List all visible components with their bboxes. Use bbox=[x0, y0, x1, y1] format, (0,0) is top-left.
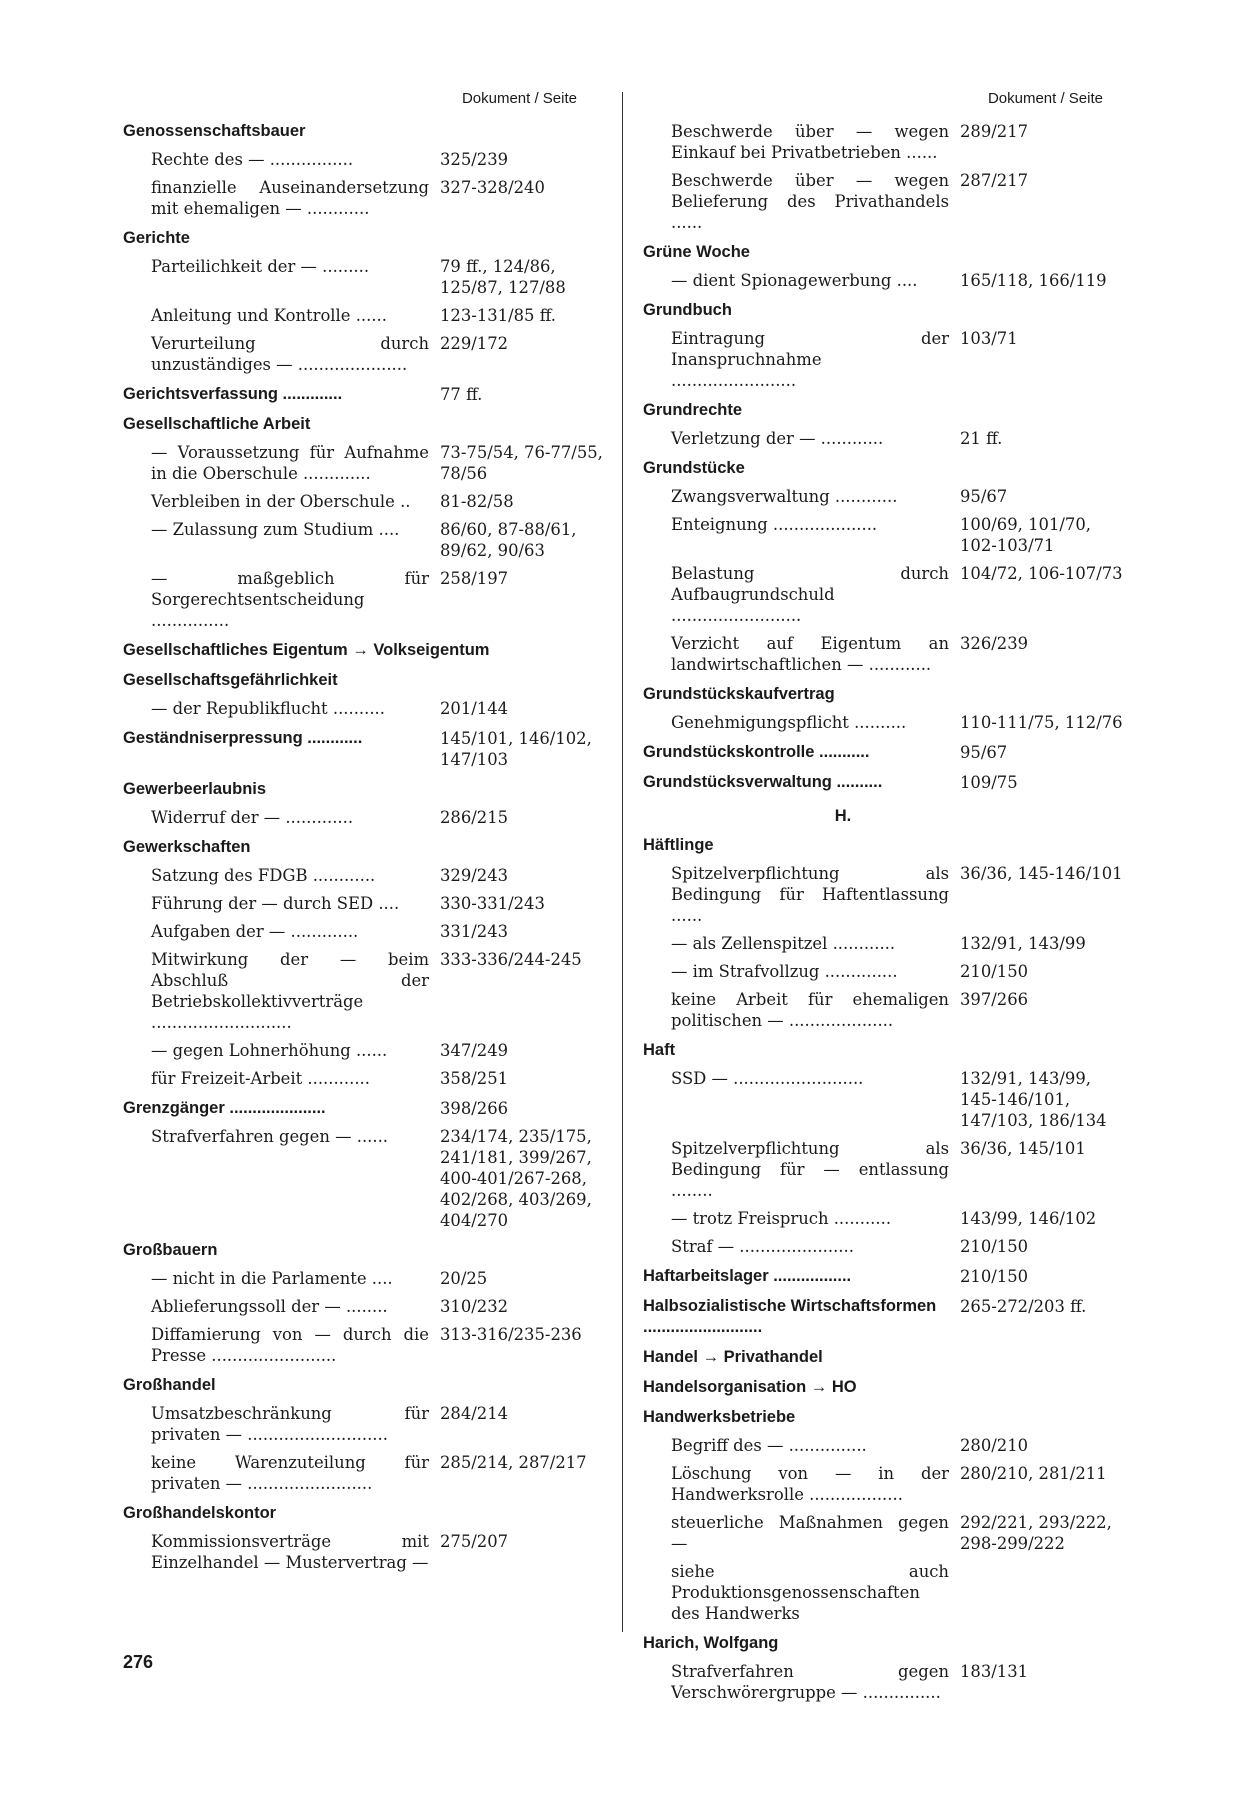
page-reference: 287/217 bbox=[960, 171, 1029, 190]
subentry-text: Satzung des FDGB ............ bbox=[151, 866, 376, 885]
subentry-row bbox=[123, 949, 611, 1033]
subentry-text: Verzicht auf Eigentum an landwirtschaftlichen — ............ bbox=[671, 634, 949, 674]
page-reference: 81-82/58 bbox=[440, 492, 514, 511]
column-divider bbox=[622, 92, 623, 1632]
index-heading: Häftlinge bbox=[643, 836, 714, 854]
index-heading-row bbox=[643, 742, 1131, 763]
page-reference: 73-75/54, 76-77/55, 78/56 bbox=[440, 443, 603, 483]
subentry-text: Strafverfahren gegen — ...... bbox=[151, 1127, 388, 1146]
page-reference: 284/214 bbox=[440, 1404, 509, 1423]
subentry-row bbox=[123, 1452, 611, 1494]
subentry-row bbox=[123, 1324, 611, 1366]
subentry-row bbox=[643, 486, 1131, 507]
page-reference: 95/67 bbox=[960, 487, 1008, 506]
subentry-row bbox=[123, 921, 611, 942]
subentry-row bbox=[123, 256, 611, 298]
index-heading: Gesellschaftliches Eigentum → Volkseigentum bbox=[123, 641, 490, 659]
subentry-row bbox=[643, 1561, 1131, 1624]
left-column bbox=[123, 86, 611, 1573]
page-reference: 313-316/235-236 bbox=[440, 1325, 582, 1344]
subentry-row bbox=[123, 333, 611, 375]
subentry-text: Verbleiben in der Oberschule .. bbox=[151, 492, 411, 511]
subentry-text: Spitzelverpflichtung als Bedingung für — entlassung ........ bbox=[671, 1139, 949, 1200]
subentry-row bbox=[643, 121, 1131, 163]
index-heading: Grenzgänger ..................... bbox=[123, 1099, 326, 1117]
page-reference: 86/60, 87-88/61, 89/62, 90/63 bbox=[440, 520, 577, 560]
index-entry bbox=[643, 1347, 1131, 1368]
page-reference: 330-331/243 bbox=[440, 894, 545, 913]
index-entry bbox=[643, 458, 1131, 675]
index-heading: Gesellschaftsgefährlichkeit bbox=[123, 671, 338, 689]
page-reference: 280/210, 281/211 bbox=[960, 1464, 1107, 1483]
subentry-text: keine Arbeit für ehemaligen politischen — .................... bbox=[671, 990, 949, 1030]
index-heading-row bbox=[123, 1098, 611, 1119]
subentry-row bbox=[643, 563, 1131, 626]
index-entry bbox=[123, 640, 611, 661]
subentry-row bbox=[123, 442, 611, 484]
page-reference: 132/91, 143/99, 145-146/101, 147/103, 186/134 bbox=[960, 1069, 1107, 1130]
index-heading: Gewerbeerlaubnis bbox=[123, 780, 267, 798]
index-entry bbox=[643, 684, 1131, 733]
subentry-row bbox=[643, 633, 1131, 675]
subentry-text: SSD — ......................... bbox=[671, 1069, 864, 1088]
subentry-text: — der Republikflucht .......... bbox=[151, 699, 385, 718]
index-heading: Gesellschaftliche Arbeit bbox=[123, 415, 311, 433]
page-reference: 21 ff. bbox=[960, 429, 1003, 448]
page-reference: 275/207 bbox=[440, 1532, 509, 1551]
index-entry bbox=[123, 121, 611, 219]
subentry-text: — Voraussetzung für Aufnahme in die Oberschule ............. bbox=[151, 443, 429, 483]
index-entry bbox=[643, 1296, 1131, 1338]
subentry-row bbox=[643, 270, 1131, 291]
page-reference: 210/150 bbox=[960, 962, 1029, 981]
subentry-row bbox=[123, 305, 611, 326]
page-reference: 100/69, 101/70, 102-103/71 bbox=[960, 515, 1091, 555]
page-reference: 347/249 bbox=[440, 1041, 509, 1060]
index-entry bbox=[643, 1266, 1131, 1287]
index-heading: Halbsozialistische Wirtschaftsformen .......................... bbox=[643, 1297, 937, 1336]
subentry-row bbox=[643, 989, 1131, 1031]
subentry-text: Diffamierung von — durch die Presse ........................ bbox=[151, 1325, 429, 1365]
index-heading: Haft bbox=[643, 1041, 676, 1059]
index-heading: Großhandelskontor bbox=[123, 1504, 277, 1522]
subentry-text: — nicht in die Parlamente .... bbox=[151, 1269, 393, 1288]
index-heading: Grundstücksverwaltung .......... bbox=[643, 773, 883, 791]
index-heading: Großhandel bbox=[123, 1376, 216, 1394]
page-reference: 201/144 bbox=[440, 699, 509, 718]
index-heading: Harich, Wolfgang bbox=[643, 1634, 779, 1652]
subentry-row bbox=[123, 1296, 611, 1317]
subentry-text: — trotz Freispruch ........... bbox=[671, 1209, 892, 1228]
page-reference: 36/36, 145/101 bbox=[960, 1139, 1086, 1158]
subentry-row bbox=[643, 1138, 1131, 1201]
index-entry bbox=[643, 1040, 1131, 1257]
subentry-text: Ablieferungssoll der — ........ bbox=[151, 1297, 388, 1316]
index-entry bbox=[123, 779, 611, 828]
index-heading: Grundstückskaufvertrag bbox=[643, 685, 835, 703]
subentry-row bbox=[643, 170, 1131, 233]
subentry-row bbox=[123, 698, 611, 719]
page-reference: 103/71 bbox=[960, 329, 1018, 348]
index-heading: Grüne Woche bbox=[643, 243, 750, 261]
subentry-row bbox=[643, 1208, 1131, 1229]
subentry-text: Führung der — durch SED .... bbox=[151, 894, 400, 913]
subentry-text: Eintragung der Inanspruchnahme ........................ bbox=[671, 329, 949, 390]
subentry-row bbox=[643, 328, 1131, 391]
index-heading: Handel → Privathandel bbox=[643, 1348, 823, 1366]
subentry-text: Strafverfahren gegen Verschwörergruppe — ............... bbox=[671, 1662, 949, 1702]
page-reference: 104/72, 106-107/73 bbox=[960, 564, 1123, 583]
subentry-row bbox=[123, 491, 611, 512]
subentry-text: Verurteilung durch unzuständiges — ..................... bbox=[151, 334, 429, 374]
page-reference: 20/25 bbox=[440, 1269, 488, 1288]
page-reference: 95/67 bbox=[960, 743, 1008, 762]
index-heading-row bbox=[643, 772, 1131, 793]
subentry-row bbox=[123, 1268, 611, 1289]
subentry-row bbox=[643, 1512, 1131, 1554]
index-heading: Großbauern bbox=[123, 1241, 218, 1259]
index-heading: Haftarbeitslager ................. bbox=[643, 1267, 852, 1285]
subentry-text: Beschwerde über — wegen Belieferung des Privathandels ...... bbox=[671, 171, 949, 232]
subentry-row bbox=[643, 961, 1131, 982]
subentry-text: Spitzelverpflichtung als Bedingung für Haftentlassung ...... bbox=[671, 864, 949, 925]
index-heading: Handelsorganisation → HO bbox=[643, 1378, 857, 1396]
subentry-text: Genehmigungspflicht .......... bbox=[671, 713, 907, 732]
page-reference: 123-131/85 ff. bbox=[440, 306, 556, 325]
subentry-row bbox=[643, 1068, 1131, 1131]
page-reference: 326/239 bbox=[960, 634, 1029, 653]
index-heading-row bbox=[643, 1296, 1131, 1338]
page-reference: 327-328/240 bbox=[440, 178, 545, 197]
subentry-text: Straf — ...................... bbox=[671, 1237, 854, 1256]
subentry-text: Begriff des — ............... bbox=[671, 1436, 867, 1455]
subentry-text: finanzielle Auseinandersetzung mit ehemaligen — ............ bbox=[151, 178, 429, 218]
index-heading-row bbox=[123, 728, 611, 770]
page-reference: 280/210 bbox=[960, 1436, 1029, 1455]
index-entry bbox=[123, 1098, 611, 1231]
subentry-row bbox=[643, 1661, 1131, 1703]
subentry-row bbox=[643, 933, 1131, 954]
subentry-text: siehe auch Produktionsgenossenschaften des Handwerks bbox=[671, 1562, 949, 1623]
subentry-text: Mitwirkung der — beim Abschluß der Betriebskollektivverträge ........................... bbox=[151, 950, 429, 1032]
page-reference: 397/266 bbox=[960, 990, 1029, 1009]
page-reference: 286/215 bbox=[440, 808, 509, 827]
subentry-row bbox=[123, 519, 611, 561]
index-entry bbox=[643, 835, 1131, 1031]
page-reference: 77 ff. bbox=[440, 385, 483, 404]
subentry-text: — dient Spionagewerbung .... bbox=[671, 271, 918, 290]
subentry-text: — maßgeblich für Sorgerechtsentscheidung ............... bbox=[151, 569, 429, 630]
index-entry bbox=[643, 1377, 1131, 1398]
subentry-row bbox=[123, 1403, 611, 1445]
subentry-text: Umsatzbeschränkung für privaten — ........................... bbox=[151, 1404, 429, 1444]
subentry-row bbox=[643, 863, 1131, 926]
subentry-text: Belastung durch Aufbaugrundschuld ......................... bbox=[671, 564, 949, 625]
subentry-text: — Zulassung zum Studium .... bbox=[151, 520, 400, 539]
index-entry bbox=[643, 1633, 1131, 1703]
index-heading: Grundstückskontrolle ........... bbox=[643, 743, 870, 761]
page-reference: 36/36, 145-146/101 bbox=[960, 864, 1123, 883]
subentry-text: Rechte des — ................ bbox=[151, 150, 354, 169]
page-reference: 183/131 bbox=[960, 1662, 1029, 1681]
index-entry bbox=[643, 400, 1131, 449]
subentry-text: Anleitung und Kontrolle ...... bbox=[151, 306, 387, 325]
subentry-row bbox=[123, 149, 611, 170]
column-header: Dokument / Seite bbox=[461, 90, 577, 107]
page-reference: 285/214, 287/217 bbox=[440, 1453, 587, 1472]
page-reference: 333-336/244-245 bbox=[440, 950, 582, 969]
subentry-row bbox=[643, 1435, 1131, 1456]
page-reference: 210/150 bbox=[960, 1267, 1029, 1286]
index-entry bbox=[643, 242, 1131, 291]
subentry-row bbox=[123, 893, 611, 914]
index-heading: Grundrechte bbox=[643, 401, 743, 419]
page-reference: 165/118, 166/119 bbox=[960, 271, 1107, 290]
subentry-text: Parteilichkeit der — ......... bbox=[151, 257, 370, 276]
subentry-row bbox=[123, 1040, 611, 1061]
index-entry bbox=[123, 1375, 611, 1494]
left-entries bbox=[123, 121, 611, 1573]
subentry-row bbox=[123, 807, 611, 828]
subentry-row bbox=[123, 177, 611, 219]
page-reference: 145/101, 146/102, 147/103 bbox=[440, 729, 592, 769]
subentry-text: Aufgaben der — ............. bbox=[151, 922, 359, 941]
page-number: 276 bbox=[123, 1652, 154, 1672]
column-header: Dokument / Seite bbox=[987, 90, 1103, 107]
page-reference: 292/221, 293/222, 298-299/222 bbox=[960, 1513, 1112, 1553]
subentry-row bbox=[643, 712, 1131, 733]
page-reference: 325/239 bbox=[440, 150, 509, 169]
index-entry bbox=[643, 1407, 1131, 1624]
subentry-text: für Freizeit-Arbeit ............ bbox=[151, 1069, 370, 1088]
subentry-text: — im Strafvollzug .............. bbox=[671, 962, 898, 981]
index-entry bbox=[123, 384, 611, 405]
page-reference: 310/232 bbox=[440, 1297, 509, 1316]
index-entry bbox=[643, 300, 1131, 391]
subentry-text: Verletzung der — ............ bbox=[671, 429, 884, 448]
page-reference: 132/91, 143/99 bbox=[960, 934, 1086, 953]
index-entry bbox=[123, 228, 611, 375]
page-reference: 398/266 bbox=[440, 1099, 509, 1118]
subentry-text: Löschung von — in der Handwerksrolle .................. bbox=[671, 1464, 949, 1504]
subentry-text: Beschwerde über — wegen Einkauf bei Privatbetrieben ...... bbox=[671, 122, 949, 162]
index-heading: Handwerksbetriebe bbox=[643, 1408, 796, 1426]
index-entry bbox=[643, 742, 1131, 763]
subentry-row bbox=[123, 865, 611, 886]
index-entry bbox=[123, 414, 611, 631]
index-entry bbox=[643, 772, 1131, 793]
page-reference: 110-111/75, 112/76 bbox=[960, 713, 1123, 732]
subentry-text: — gegen Lohnerhöhung ...... bbox=[151, 1041, 388, 1060]
subentry-row bbox=[643, 514, 1131, 556]
page-reference: 289/217 bbox=[960, 122, 1029, 141]
index-entry bbox=[123, 1503, 611, 1573]
subentry-text: Enteignung .................... bbox=[671, 515, 878, 534]
index-heading: Geständniserpressung ............ bbox=[123, 729, 363, 747]
index-heading: Grundstücke bbox=[643, 459, 745, 477]
page-reference: 210/150 bbox=[960, 1237, 1029, 1256]
subentry-text: Widerruf der — ............. bbox=[151, 808, 354, 827]
page-reference: 258/197 bbox=[440, 569, 509, 588]
section-letter: H. bbox=[834, 807, 852, 825]
subentry-text: Kommissionsverträge mit Einzelhandel — Mustervertrag — bbox=[151, 1532, 429, 1572]
page-reference: 229/172 bbox=[440, 334, 509, 353]
index-heading-row bbox=[123, 384, 611, 405]
subentry-row bbox=[643, 1463, 1131, 1505]
right-column bbox=[643, 86, 1131, 1703]
page-reference: 79 ff., 124/86, 125/87, 127/88 bbox=[440, 257, 566, 297]
page-reference: 265-272/203 ff. bbox=[960, 1297, 1087, 1316]
page-reference: 109/75 bbox=[960, 773, 1018, 792]
index-heading: Gewerkschaften bbox=[123, 838, 251, 856]
subentry-text: — als Zellenspitzel ............ bbox=[671, 934, 896, 953]
index-heading: Grundbuch bbox=[643, 301, 732, 319]
index-entry bbox=[643, 121, 1131, 233]
index-heading: Genossenschaftsbauer bbox=[123, 122, 306, 140]
subentry-text: Zwangsverwaltung ............ bbox=[671, 487, 898, 506]
index-entry bbox=[123, 728, 611, 770]
subentry-row bbox=[643, 428, 1131, 449]
index-heading-row bbox=[643, 1266, 1131, 1287]
subentry-text: steuerliche Maßnahmen gegen — bbox=[671, 1513, 949, 1553]
subentry-row bbox=[123, 1126, 611, 1231]
page-reference: 329/243 bbox=[440, 866, 509, 885]
page-reference: 331/243 bbox=[440, 922, 509, 941]
page-reference: 143/99, 146/102 bbox=[960, 1209, 1097, 1228]
index-heading: Gerichte bbox=[123, 229, 190, 247]
index-entry bbox=[123, 670, 611, 719]
right-entries bbox=[643, 121, 1131, 1703]
index-entry bbox=[123, 837, 611, 1089]
page-reference: 358/251 bbox=[440, 1069, 509, 1088]
page-reference: 234/174, 235/175, 241/181, 399/267, 400-401/267-268, 402/268, 403/269, 404/270 bbox=[440, 1127, 592, 1230]
index-entry bbox=[123, 1240, 611, 1366]
subentry-row bbox=[123, 1531, 611, 1573]
subentry-text: keine Warenzuteilung für privaten — ........................ bbox=[151, 1453, 429, 1493]
index-heading: Gerichtsverfassung ............. bbox=[123, 385, 343, 403]
subentry-row bbox=[123, 1068, 611, 1089]
subentry-row bbox=[123, 568, 611, 631]
subentry-row bbox=[643, 1236, 1131, 1257]
